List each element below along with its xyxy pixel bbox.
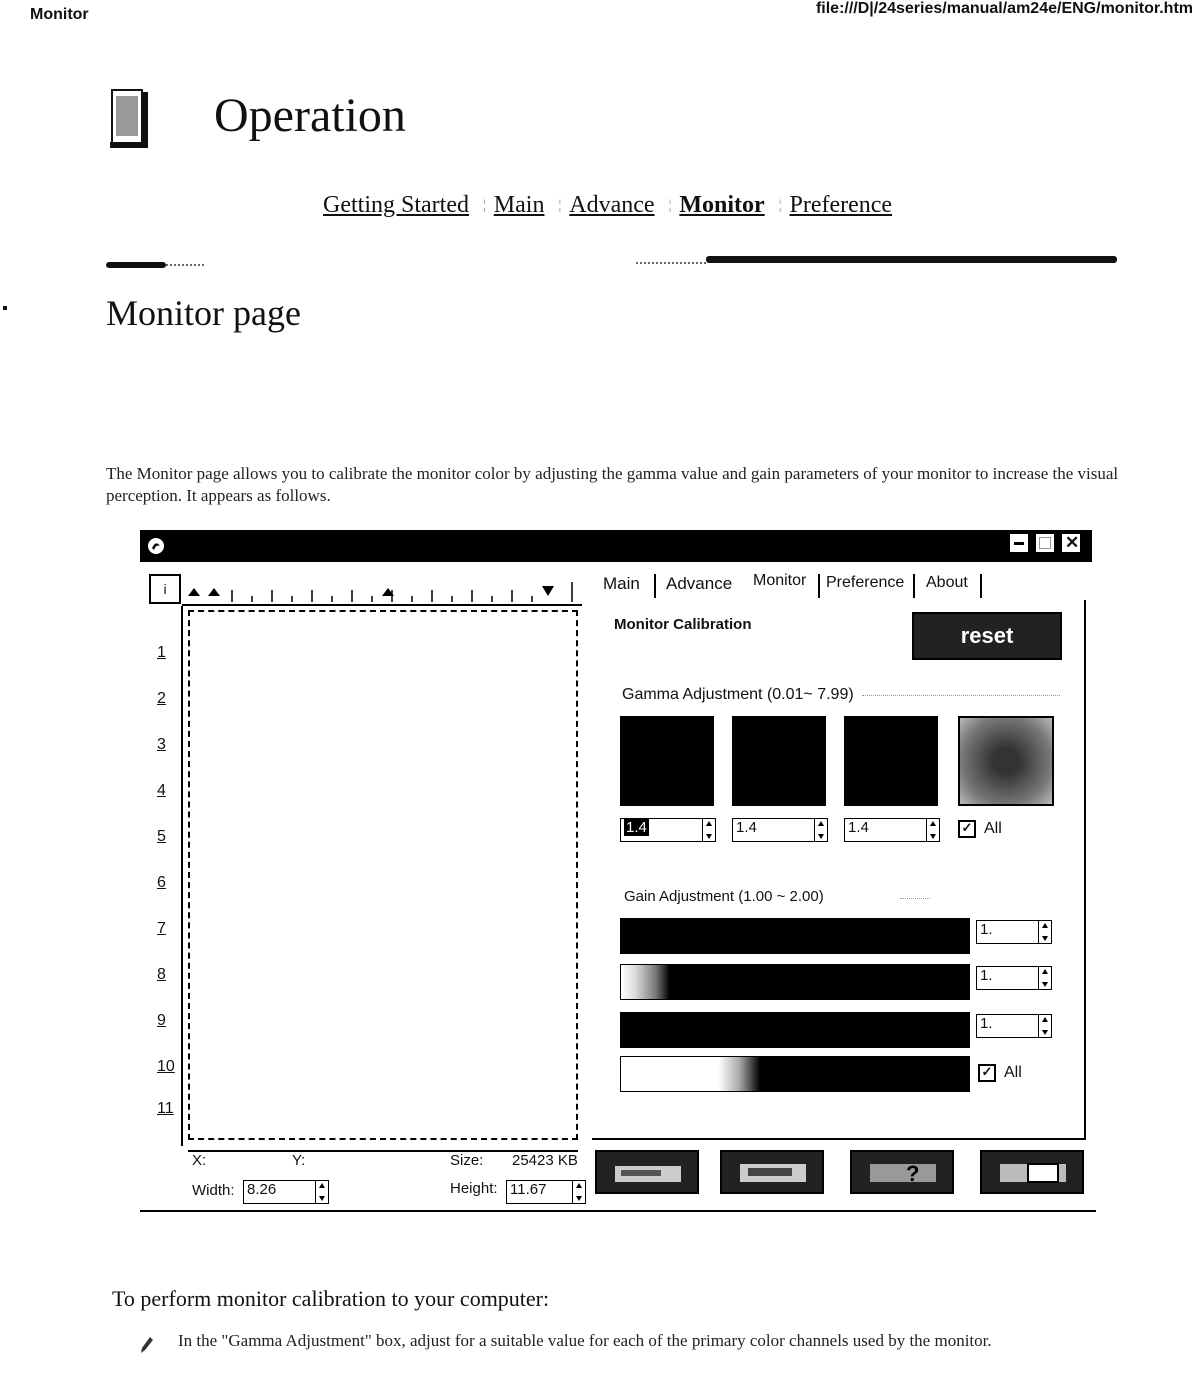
vruler-label: 10 [157, 1058, 175, 1075]
gain-red-spinbox[interactable] [976, 920, 1052, 944]
gain-all-label: All [1004, 1064, 1022, 1081]
gamma-all-checkbox[interactable]: ✓ [958, 820, 976, 838]
page-header-url: file:///D|/24series/manual/am24e/ENG/monitor.htm [815, 0, 1193, 17]
width-spinbox[interactable] [243, 1180, 329, 1204]
tab-preference[interactable]: Preference [826, 574, 905, 591]
tab-main[interactable]: Main [603, 574, 640, 593]
height-label: Height: [450, 1180, 498, 1197]
gain-group-border [900, 898, 930, 900]
x-coordinate-label: X: [192, 1152, 207, 1169]
exit-button[interactable] [980, 1150, 1084, 1194]
spinner-arrows-icon[interactable] [1038, 967, 1051, 989]
preview-icon [738, 1162, 808, 1184]
spinner-arrows-icon[interactable] [1038, 1015, 1051, 1037]
close-icon: ✕ [1065, 533, 1080, 552]
window-bottom-border [140, 1210, 1096, 1212]
spinner-arrows-icon[interactable] [315, 1181, 328, 1203]
pencil-bullet-icon [140, 1336, 154, 1354]
spinner-arrows-icon[interactable] [702, 819, 715, 841]
page-header-title: Monitor [30, 6, 89, 23]
app-window [140, 530, 1096, 1212]
intro-paragraph: The Monitor page allows you to calibrate the monitor color by adjusting the gamma value and gain parameters of your monitor to increase the visual perception. It appears as follows. [106, 464, 1119, 505]
vruler-label: 8 [157, 966, 166, 983]
gain-green-spinbox[interactable] [976, 966, 1052, 990]
maximize-button[interactable] [1034, 532, 1056, 554]
nav-link-main[interactable]: Main [493, 192, 545, 218]
gamma-green-value: 1.4 [736, 819, 757, 836]
vertical-ruler [149, 606, 183, 1146]
spinner-arrows-icon[interactable] [926, 819, 939, 841]
maximize-icon [1039, 537, 1051, 549]
nav-separator: ¦ [668, 198, 672, 214]
svg-text:?: ? [906, 1162, 920, 1184]
vruler-label: 1 [157, 644, 166, 661]
tab-separator [980, 574, 982, 598]
calibration-title: Monitor Calibration [614, 616, 752, 633]
gain-group-legend: Gain Adjustment (1.00 ~ 2.00) [624, 888, 824, 905]
gamma-swatch-red [620, 716, 714, 806]
vruler-label: 9 [157, 1012, 166, 1029]
gamma-swatch-green [732, 716, 826, 806]
instruction-item: In the "Gamma Adjustment" box, adjust for a suitable value for each of the primary color channels used by the monitor. [178, 1331, 992, 1350]
gain-all-slider[interactable] [620, 1056, 970, 1092]
margin-mark [3, 306, 7, 310]
width-label: Width: [192, 1182, 235, 1199]
minimize-button[interactable] [1008, 532, 1030, 554]
gamma-red-spinbox[interactable] [620, 818, 716, 842]
gain-blue-spinbox[interactable] [976, 1014, 1052, 1038]
tab-separator [654, 574, 656, 598]
tab-separator [818, 574, 820, 598]
gain-green-slider[interactable] [620, 964, 970, 1000]
divider-right-lead [636, 262, 706, 266]
reset-button[interactable]: reset [912, 612, 1062, 660]
nav-link-preference[interactable]: Preference [789, 192, 893, 218]
gain-all-checkbox[interactable]: ✓ [978, 1064, 996, 1082]
nav-link-getting-started[interactable]: Getting Started [323, 192, 469, 218]
navigation-bar [323, 192, 892, 219]
minimize-icon [1014, 542, 1024, 545]
section-title: Operation [214, 89, 406, 142]
gamma-all-label: All [984, 820, 1002, 837]
nav-link-advance[interactable]: Advance [569, 192, 655, 218]
gamma-swatch-all [958, 716, 1054, 806]
window-titlebar [140, 530, 1092, 562]
y-coordinate-label: Y: [292, 1152, 306, 1169]
vruler-label: 6 [157, 874, 166, 891]
vruler-label: 3 [157, 736, 166, 753]
divider-left-tail [166, 264, 204, 268]
help-icon [868, 1162, 938, 1184]
app-logo-icon [146, 536, 166, 556]
gain-blue-value: 1. [980, 1015, 993, 1032]
page-heading: Monitor page [106, 293, 301, 333]
divider-right [706, 256, 1117, 263]
gamma-red-value: 1.4 [626, 819, 647, 836]
size-value: 25423 KB [512, 1152, 578, 1169]
nav-separator: ¦ [482, 198, 486, 214]
exit-door-icon [998, 1162, 1068, 1184]
vruler-label: 7 [157, 920, 166, 937]
preview-button[interactable] [720, 1150, 824, 1194]
tab-advance[interactable]: Advance [666, 574, 733, 593]
preview-canvas[interactable] [188, 610, 578, 1140]
document-icon [106, 84, 150, 150]
gain-blue-slider[interactable] [620, 1012, 970, 1048]
nav-separator: ¦ [778, 198, 782, 214]
vruler-label: 2 [157, 690, 166, 707]
gamma-green-spinbox[interactable] [732, 818, 828, 842]
width-value: 8.26 [247, 1181, 277, 1198]
vruler-label: 5 [157, 828, 166, 845]
scan-button[interactable] [595, 1150, 699, 1194]
gamma-blue-value: 1.4 [848, 819, 869, 836]
nav-separator: ¦ [558, 198, 562, 214]
tab-monitor[interactable]: Monitor [753, 572, 807, 589]
gamma-group-border [862, 695, 1060, 697]
close-button[interactable] [1060, 532, 1082, 554]
spinner-arrows-icon[interactable] [572, 1181, 585, 1203]
gamma-blue-spinbox[interactable] [844, 818, 940, 842]
height-value: 11.67 [510, 1181, 547, 1198]
gain-red-slider[interactable] [620, 918, 970, 954]
spinner-arrows-icon[interactable] [814, 819, 827, 841]
size-label: Size: [450, 1152, 484, 1169]
gamma-group-legend: Gamma Adjustment (0.01~ 7.99) [622, 686, 854, 703]
horizontal-ruler [182, 574, 582, 606]
spinner-arrows-icon[interactable] [1038, 921, 1051, 943]
nav-link-monitor[interactable]: Monitor [679, 192, 765, 218]
tab-separator [913, 574, 915, 598]
vruler-label: 4 [157, 782, 166, 799]
gain-red-value: 1. [980, 921, 993, 938]
help-button[interactable] [850, 1150, 954, 1194]
divider-left [106, 262, 166, 268]
scanner-icon [613, 1162, 683, 1184]
tab-about[interactable]: About [926, 574, 968, 591]
gain-green-value: 1. [980, 967, 993, 984]
instructions-heading: To perform monitor calibration to your computer: [112, 1286, 550, 1311]
height-spinbox[interactable] [506, 1180, 586, 1204]
ruler-corner: i [149, 574, 181, 604]
vruler-label: 11 [157, 1100, 174, 1117]
gamma-swatch-blue [844, 716, 938, 806]
